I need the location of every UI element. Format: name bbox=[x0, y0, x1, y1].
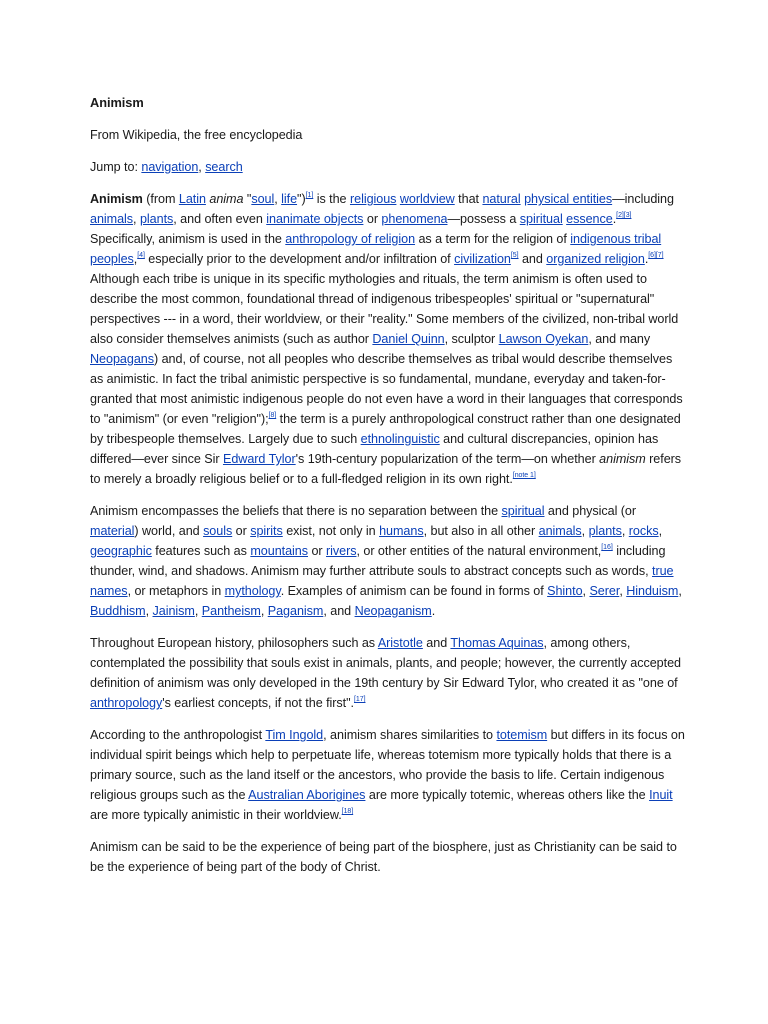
article-link-animals[interactable]: animals bbox=[90, 212, 134, 226]
text-run: , bbox=[621, 524, 629, 538]
article-link-totemism[interactable]: totemism bbox=[496, 728, 548, 742]
text-run: or bbox=[308, 544, 326, 558]
text-run: Throughout European history, philosophers such as bbox=[90, 636, 378, 650]
article-link-jainism[interactable]: Jainism bbox=[152, 604, 195, 618]
text-run: , but also in all other bbox=[423, 524, 539, 538]
article-link-lawson-oyekan[interactable]: Lawson Oyekan bbox=[498, 332, 589, 346]
text-run: exist, not only in bbox=[282, 524, 380, 538]
text-run: and physical (or bbox=[544, 504, 637, 518]
text-run: , and many bbox=[588, 332, 651, 346]
article-link-physical-entities[interactable]: physical entities bbox=[524, 192, 613, 206]
text-run: including thunder, wind, and shadows. Animism may further attribute souls to abstract concepts such as words, bbox=[90, 544, 666, 578]
text-run: , bbox=[581, 524, 589, 538]
text-run: , bbox=[260, 604, 268, 618]
article-paragraph bbox=[90, 633, 686, 713]
text-run: features such as bbox=[151, 544, 251, 558]
jump-separator: , bbox=[198, 160, 206, 174]
citation-link[interactable]: [5] bbox=[510, 252, 519, 259]
text-run: are more typically totemic, whereas others like the bbox=[365, 788, 650, 802]
citation-sup bbox=[601, 544, 612, 551]
article-link-plants[interactable]: plants bbox=[588, 524, 622, 538]
text-run: Although each tribe is unique in its specific mythologies and rituals, the term animism is often used to describe the most common, foundational thread of indigenous tribespeoples' spiritual or "supernatural" perspectives --- in a word, their worldview, or their "reality." Some members of the civilized, non-tribal world also consider themselves animists (such as author bbox=[90, 272, 679, 346]
article-link-mythology[interactable]: mythology bbox=[224, 584, 281, 598]
text-run: —including bbox=[612, 192, 674, 206]
citation-link[interactable]: [17] bbox=[354, 696, 366, 703]
article-link-spiritual[interactable]: spiritual bbox=[519, 212, 563, 226]
article-link-essence[interactable]: essence bbox=[566, 212, 613, 226]
article-link-worldview[interactable]: worldview bbox=[399, 192, 455, 206]
jump-to-label: Jump to: bbox=[90, 160, 142, 174]
text-run: Animism encompasses the beliefs that there is no separation between the bbox=[90, 504, 502, 518]
citation-link[interactable]: [6][7] bbox=[648, 252, 664, 259]
article-link-neopagans[interactable]: Neopagans bbox=[90, 352, 154, 366]
text-run: that bbox=[454, 192, 483, 206]
citation-sup bbox=[342, 808, 353, 815]
bold-term: Animism bbox=[90, 192, 143, 206]
text-run: ") bbox=[297, 192, 306, 206]
text-run: —possess a bbox=[447, 212, 520, 226]
text-run: , bbox=[133, 252, 138, 266]
article-link-latin[interactable]: Latin bbox=[178, 192, 206, 206]
article-link-organized-religion[interactable]: organized religion bbox=[546, 252, 645, 266]
article-link-mountains[interactable]: mountains bbox=[250, 544, 308, 558]
text-run: ) and, of course, not all peoples who describe themselves as tribal would describe themselves as animistic. In fact the tribal animistic perspective is so fundamental, mundane, everyday and taken-for-granted that most animistic indigenous people do not even have a word in their languages that corresponds to "animism" (or even "religion"); bbox=[90, 352, 683, 426]
article-paragraph bbox=[90, 837, 686, 877]
article-link-thomas-aquinas[interactable]: Thomas Aquinas bbox=[450, 636, 544, 650]
article-link-civilization[interactable]: civilization bbox=[454, 252, 511, 266]
article-link-indigenous-tribal-peoples[interactable]: indigenous tribal peoples bbox=[90, 232, 662, 266]
citation-link[interactable]: [2][3] bbox=[616, 212, 632, 219]
article-link-inuit[interactable]: Inuit bbox=[649, 788, 673, 802]
text-run: and bbox=[518, 252, 547, 266]
italic-term: anima bbox=[209, 192, 244, 206]
text-run: , or metaphors in bbox=[127, 584, 225, 598]
text-run: , bbox=[133, 212, 140, 226]
article-link-edward-tylor[interactable]: Edward Tylor bbox=[222, 452, 296, 466]
text-run: , bbox=[619, 584, 627, 598]
text-run: or bbox=[363, 212, 382, 226]
jump-to-bar bbox=[90, 157, 686, 177]
text-run: , and often even bbox=[173, 212, 267, 226]
article-link-hinduism[interactable]: Hinduism bbox=[626, 584, 679, 598]
page-title: Animism bbox=[90, 95, 144, 110]
text-run: , and bbox=[323, 604, 355, 618]
article-link-tim-ingold[interactable]: Tim Ingold bbox=[265, 728, 324, 742]
citation-sup bbox=[354, 696, 365, 703]
text-run: especially prior to the development and/or infiltration of bbox=[144, 252, 455, 266]
citation-sup bbox=[616, 212, 631, 219]
article-link-spiritual[interactable]: spiritual bbox=[501, 504, 545, 518]
citation-link[interactable]: [4] bbox=[137, 252, 145, 259]
text-run: , bbox=[658, 524, 663, 538]
text-run: " bbox=[243, 192, 252, 206]
text-run: or bbox=[232, 524, 251, 538]
text-run: , bbox=[145, 604, 153, 618]
article-link-australian-aborigines[interactable]: Australian Aborigines bbox=[248, 788, 366, 802]
article-link-anthropology-of-religion[interactable]: anthropology of religion bbox=[285, 232, 416, 246]
article-link-material[interactable]: material bbox=[90, 524, 135, 538]
text-run: , bbox=[274, 192, 282, 206]
article-paragraph bbox=[90, 725, 686, 825]
text-run: , sculptor bbox=[444, 332, 499, 346]
citation-sup bbox=[648, 252, 663, 259]
citation-link[interactable]: [1] bbox=[305, 192, 314, 199]
article-link-serer[interactable]: Serer bbox=[589, 584, 620, 598]
article-link-true-names[interactable]: true names bbox=[90, 564, 674, 598]
article-link-daniel-quinn[interactable]: Daniel Quinn bbox=[372, 332, 445, 346]
text-run: as a term for the religion of bbox=[415, 232, 571, 246]
article-link-ethnolinguistic[interactable]: ethnolinguistic bbox=[360, 432, 440, 446]
article-paragraph bbox=[90, 501, 686, 621]
article-link-rivers[interactable]: rivers bbox=[326, 544, 357, 558]
article-paragraph bbox=[90, 189, 686, 489]
text-run: , bbox=[678, 584, 682, 598]
citation-sup bbox=[511, 252, 519, 259]
article-link-paganism[interactable]: Paganism bbox=[267, 604, 324, 618]
search-link[interactable]: search bbox=[205, 160, 243, 174]
article-link-soul[interactable]: soul bbox=[251, 192, 275, 206]
article-link-buddhism[interactable]: Buddhism bbox=[90, 604, 146, 618]
article-link-animals[interactable]: animals bbox=[538, 524, 582, 538]
text-run: 's 19th-century popularization of the term—on whether bbox=[295, 452, 600, 466]
article-link-phenomena[interactable]: phenomena bbox=[381, 212, 448, 226]
article-link-pantheism[interactable]: Pantheism bbox=[201, 604, 261, 618]
article-body bbox=[90, 189, 686, 877]
text-run: . bbox=[644, 252, 649, 266]
page-subtitle: From Wikipedia, the free encyclopedia bbox=[90, 128, 303, 142]
article-link-rocks[interactable]: rocks bbox=[628, 524, 659, 538]
navigation-link[interactable]: navigation bbox=[141, 160, 199, 174]
text-run: , animism shares similarities to bbox=[323, 728, 497, 742]
text-run: Specifically, animism is used in the bbox=[90, 232, 286, 246]
article-link-life[interactable]: life bbox=[281, 192, 298, 206]
article-link-plants[interactable]: plants bbox=[139, 212, 174, 226]
text-run: . bbox=[612, 212, 617, 226]
text-run: . bbox=[431, 604, 436, 618]
text-run: is the bbox=[313, 192, 350, 206]
article-link-religious[interactable]: religious bbox=[349, 192, 397, 206]
text-run: According to the anthropologist bbox=[90, 728, 266, 742]
article-link-natural[interactable]: natural bbox=[482, 192, 521, 206]
text-run: the term is a purely anthropological construct rather than one designated by tribespeople themselves. Largely due to such bbox=[90, 412, 681, 446]
citation-sup bbox=[513, 472, 536, 479]
text-run: 's earliest concepts, if not the first". bbox=[162, 696, 354, 710]
text-run: , bbox=[194, 604, 202, 618]
citation-link[interactable]: [note 1] bbox=[512, 472, 536, 479]
article-link-inanimate-objects[interactable]: inanimate objects bbox=[266, 212, 364, 226]
article-link-anthropology[interactable]: anthropology bbox=[90, 696, 163, 710]
citation-link[interactable]: [8] bbox=[268, 412, 277, 419]
text-run: but differs in its focus on individual spirit beings which help to perpetuate life, whereas totemism more typically holds that there is a primary source, such as the land itself or the ancestors, who provide the basis to life. Certain indigenous religious groups such as the bbox=[90, 728, 685, 802]
text-run: refers to merely a broadly religious belief or to a full-fledged religion in its own right. bbox=[90, 452, 682, 486]
article-link-aristotle[interactable]: Aristotle bbox=[377, 636, 423, 650]
text-run: (from bbox=[142, 192, 179, 206]
article-link-geographic[interactable]: geographic bbox=[90, 544, 152, 558]
article-link-souls[interactable]: souls bbox=[203, 524, 233, 538]
article-link-shinto[interactable]: Shinto bbox=[547, 584, 583, 598]
text-run: Animism can be said to be the experience of being part of the biosphere, just as Christianity can be said to be the experience of being part of the body of Christ. bbox=[90, 840, 677, 874]
article-link-neopaganism[interactable]: Neopaganism bbox=[354, 604, 432, 618]
text-run: , bbox=[582, 584, 590, 598]
article-link-humans[interactable]: humans bbox=[379, 524, 424, 538]
text-run: ) world, and bbox=[134, 524, 204, 538]
text-run: . Examples of animism can be found in forms of bbox=[280, 584, 548, 598]
italic-term: animism bbox=[599, 452, 646, 466]
article-link-spirits[interactable]: spirits bbox=[250, 524, 283, 538]
text-run: are more typically animistic in their worldview. bbox=[90, 808, 342, 822]
text-run: and cultural discrepancies, opinion has differed—ever since Sir bbox=[90, 432, 659, 466]
citation-sup bbox=[137, 252, 145, 259]
text-run: , or other entities of the natural environment, bbox=[356, 544, 602, 558]
text-run: and bbox=[422, 636, 451, 650]
text-run: , among others, contemplated the possibility that souls exist in animals, plants, and people; however, the currently accepted definition of animism was only developed in the 19th century by Sir Edward Tylor, who created it as "one of bbox=[90, 636, 681, 690]
citation-link[interactable]: [16] bbox=[601, 544, 613, 551]
citation-link[interactable]: [18] bbox=[341, 808, 354, 815]
